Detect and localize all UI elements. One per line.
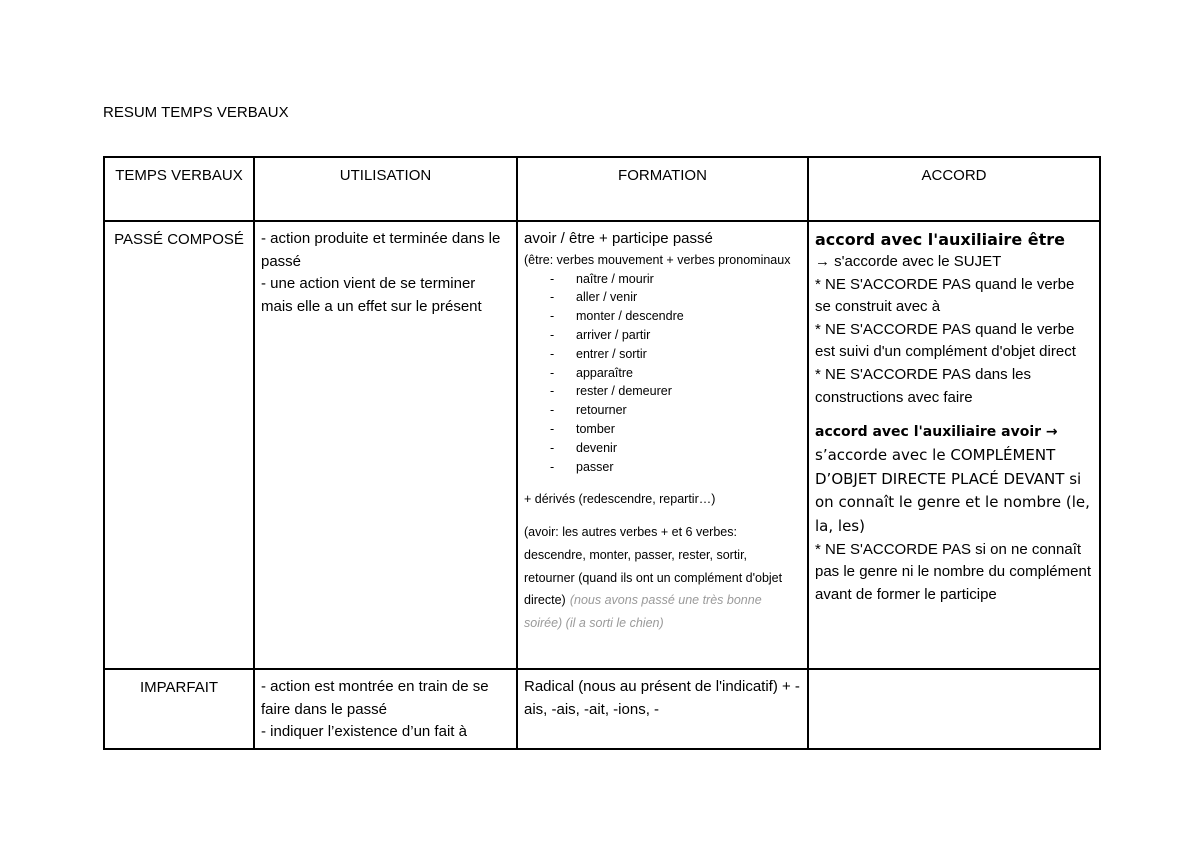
list-item: - retourner	[550, 403, 627, 418]
etre-verbs-list	[524, 270, 801, 477]
verb-tenses-table	[103, 156, 1101, 750]
accord-avoir-heading: accord avec l'auxiliaire avoir →	[815, 424, 1058, 441]
accord-avoir-rule: s’accorde avec le COMPLÉMENT D’OBJET DIRECTE PLACÉ DEVANT si on connaît le genre et le nombre (le, la, les)	[815, 446, 1090, 535]
utilisation-line: - action produite et terminée dans le passé	[261, 230, 501, 270]
accord-imparfait	[808, 669, 1100, 749]
accord-passe-compose	[808, 221, 1100, 669]
formation-examples: (nous avons passé une très bonne soirée) (il a sorti le chien)	[524, 593, 762, 630]
accord-etre-rule: → s'accorde avec le SUJET	[815, 253, 1002, 270]
list-item: - aller / venir	[550, 290, 638, 305]
header-accord: ACCORD	[808, 157, 1100, 221]
formation-imparfait: Radical (nous au présent de l'indicatif) + -ais, -ais, -ait, -ions, -	[517, 669, 808, 749]
utilisation-passe-compose	[254, 221, 517, 669]
document-title: RESUM TEMPS VERBAUX	[103, 104, 289, 121]
list-item: - monter / descendre	[550, 309, 684, 324]
list-item: - rester / demeurer	[550, 384, 672, 399]
formation-etre-note: (être: verbes mouvement + verbes pronominaux	[524, 252, 791, 267]
formation-derives: + dérivés (redescendre, repartir…)	[524, 492, 716, 507]
list-item: - naître / mourir	[550, 271, 654, 286]
list-item: - apparaître	[550, 365, 633, 380]
utilisation-imparfait	[254, 669, 517, 749]
accord-etre-exception: * NE S'ACCORDE PAS quand le verbe est suivi d'un complément d'objet direct	[815, 320, 1076, 361]
utilisation-line: - une action vient de se terminer mais elle a un effet sur le présent	[261, 275, 482, 315]
header-temps-verbaux: TEMPS VERBAUX	[104, 157, 254, 221]
formation-passe-compose	[517, 221, 808, 669]
table-row-imparfait	[104, 669, 1100, 749]
list-item: - passer	[550, 459, 614, 474]
accord-etre-exception: * NE S'ACCORDE PAS dans les constructions avec faire	[815, 365, 1031, 406]
list-item: - entrer / sortir	[550, 346, 647, 361]
accord-etre-exception: * NE S'ACCORDE PAS quand le verbe se construit avec à	[815, 275, 1075, 316]
row-name-passe-compose: PASSÉ COMPOSÉ	[104, 221, 254, 669]
row-name-imparfait: IMPARFAIT	[104, 669, 254, 749]
accord-avoir-exception: * NE S'ACCORDE PAS si on ne connaît pas le genre ni le nombre du complément avant de former le participe	[815, 540, 1091, 603]
formation-main-rule: avoir / être + participe passé	[524, 230, 713, 247]
header-utilisation: UTILISATION	[254, 157, 517, 221]
list-item: - devenir	[550, 440, 617, 455]
utilisation-line: - action est montrée en train de se faire dans le passé	[261, 678, 489, 718]
list-item: - arriver / partir	[550, 327, 651, 342]
header-formation: FORMATION	[517, 157, 808, 221]
list-item: - tomber	[550, 421, 615, 436]
header-row	[104, 157, 1100, 221]
utilisation-line: - indiquer l’existence d’un fait à	[261, 723, 467, 741]
accord-etre-heading: accord avec l'auxiliaire être	[815, 230, 1065, 249]
table-row-passe-compose	[104, 221, 1100, 669]
formation-avoir-note: (avoir: les autres verbes + et 6 verbes: descendre, monter, passer, rester, sortir, retourner (quand ils ont un complément d'objet directe)	[524, 525, 783, 608]
